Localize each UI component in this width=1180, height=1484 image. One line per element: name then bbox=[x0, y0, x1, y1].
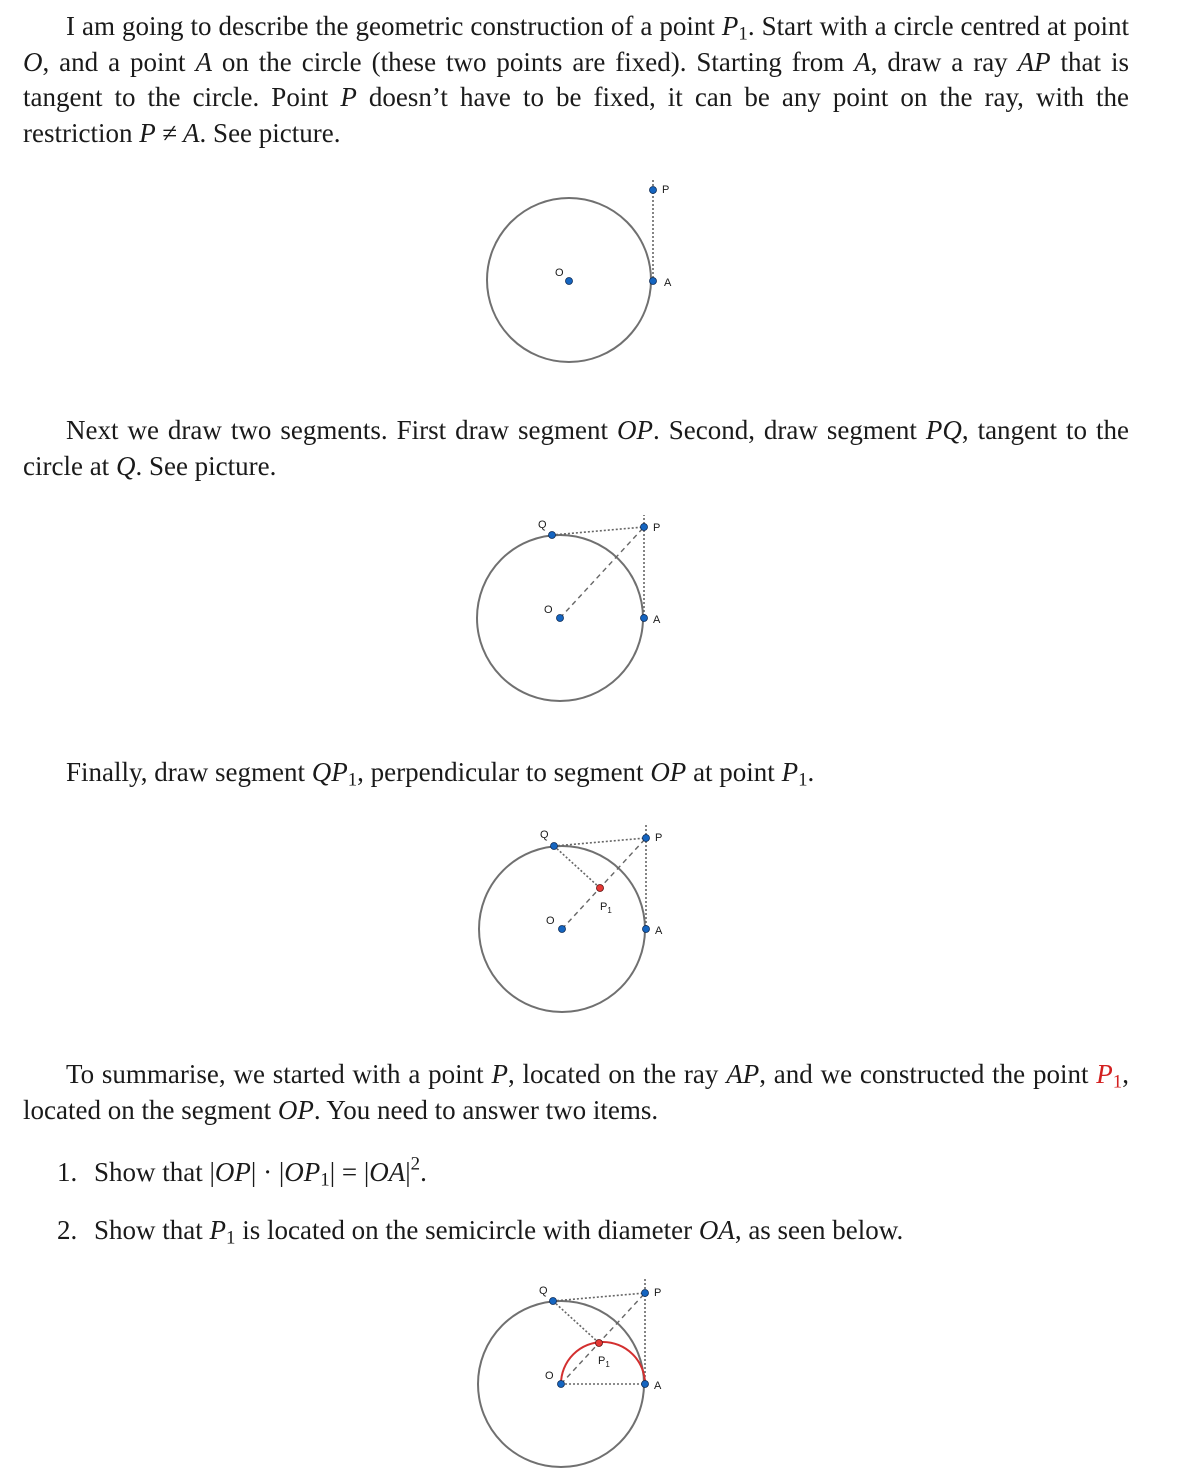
label-o: O bbox=[544, 604, 553, 616]
point-p bbox=[641, 524, 648, 531]
label-q: Q bbox=[540, 829, 549, 841]
paragraph-summary: To summarise, we started with a point P, located on the ray AP, and we constructed the point $P_1$, located on the segment OP. You need to answer two items. bbox=[23, 1059, 1129, 1125]
label-q: Q bbox=[538, 519, 547, 531]
figure-perpendicular bbox=[460, 820, 700, 1020]
item-1: 1. Show that $|OP| \cdot |OP_1| = |OA|^2$. bbox=[57, 1153, 427, 1191]
figure-ray-tangent bbox=[460, 170, 700, 390]
paragraph-perpendicular: Finally, draw segment $QP_1$, perpendicular to segment OP at point $P_1$. bbox=[66, 757, 815, 791]
segment-op bbox=[560, 527, 644, 618]
label-p: P bbox=[655, 832, 663, 844]
label-p1: $P_1$ bbox=[598, 1355, 610, 1369]
point-a bbox=[642, 1381, 649, 1388]
paragraph-segments: Next we draw two segments. First draw segment OP. Second, draw segment PQ, tangent to the circle at Q. See picture. bbox=[23, 415, 1129, 481]
point-a bbox=[650, 278, 657, 285]
point-q bbox=[549, 532, 556, 539]
segment-pq bbox=[554, 838, 646, 846]
point-q bbox=[551, 843, 558, 850]
label-o: O bbox=[546, 915, 555, 927]
label-o: O bbox=[545, 1370, 554, 1382]
segment-pq bbox=[553, 1293, 645, 1301]
label-o: O bbox=[555, 267, 564, 279]
point-a bbox=[643, 926, 650, 933]
label-a: A bbox=[664, 277, 672, 289]
label-a: A bbox=[655, 925, 663, 937]
segment-pq bbox=[552, 527, 644, 535]
point-o bbox=[557, 615, 564, 622]
label-a: A bbox=[654, 1380, 662, 1392]
point-q bbox=[550, 1298, 557, 1305]
point-p bbox=[643, 835, 650, 842]
label-p: P bbox=[654, 1287, 662, 1299]
point-p bbox=[650, 187, 657, 194]
point-o bbox=[559, 926, 566, 933]
figure-semicircle bbox=[460, 1274, 700, 1479]
segment-op bbox=[561, 1293, 645, 1384]
figure-two-segments bbox=[460, 510, 700, 740]
label-p: P bbox=[662, 184, 670, 196]
label-p1: $P_1$ bbox=[600, 901, 612, 915]
label-q: Q bbox=[539, 1285, 548, 1297]
point-o bbox=[558, 1381, 565, 1388]
point-p1 bbox=[596, 1340, 603, 1347]
label-p: P bbox=[653, 522, 661, 534]
point-o bbox=[566, 278, 573, 285]
segment-op bbox=[562, 838, 646, 929]
item-2: 2. Show that $P_1$ is located on the semicircle with diameter OA, as seen below. bbox=[57, 1215, 904, 1249]
label-a: A bbox=[653, 614, 661, 626]
paragraph-intro: I am going to describe the geometric construction of a point $P_1$. Start with a circle centred at point O, and a point A on the circle (these two points are fixed). Starting from A, draw a ray AP that is tangent to the circle. Point P doesn’t have to be fixed, it can be any point on the ray, with the restriction P ≠ A. See picture. bbox=[23, 11, 1130, 148]
point-p bbox=[642, 1290, 649, 1297]
point-a bbox=[641, 615, 648, 622]
point-p1 bbox=[597, 885, 604, 892]
